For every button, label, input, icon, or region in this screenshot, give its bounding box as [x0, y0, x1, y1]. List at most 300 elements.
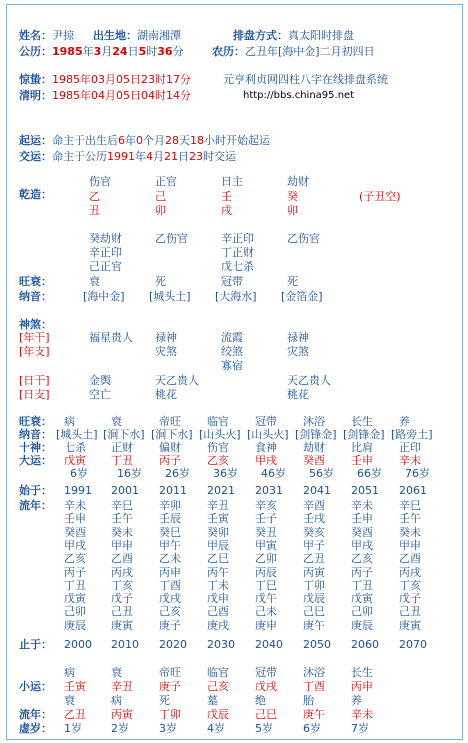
dayun-nayin-value: 剑锋金	[299, 428, 333, 441]
wangshuai-value: 死	[155, 275, 166, 288]
dayun-pillar-row-cell: 丁丑	[111, 454, 133, 467]
dayun-end-row-cell: 2060	[351, 638, 379, 651]
dayun-liunian-row-6-cell: 丁酉	[159, 578, 181, 592]
hidden-stem: 癸劫财	[89, 232, 122, 245]
dayun-nayin-label: 纳音：	[19, 428, 52, 441]
qingming-label: 清明：	[19, 89, 52, 102]
dayun-age-row-cell: 66岁	[357, 467, 382, 480]
pillar-god: 日主	[221, 175, 243, 188]
shensha-item: 禄神	[287, 331, 309, 344]
dayun-start-row-cell: 2031	[255, 484, 283, 497]
dayun-liunian-row-1-cell: 壬午	[111, 512, 133, 526]
dayun-liunian-row-0-label: 流年：	[19, 499, 52, 512]
xiaoyun-liunian-row	[7, 708, 462, 721]
dayun-liunian-row-4	[7, 552, 462, 565]
method-row	[233, 29, 354, 42]
xiaoyun-wangshuai-top-row-cell: 衰	[111, 666, 122, 679]
dayun-end-row-cell: 2040	[255, 638, 283, 651]
nayin-label: 纳音：	[19, 290, 52, 303]
shensha-item: 禄神	[155, 331, 177, 344]
dayun-nayin-cell: [涧下水]	[103, 428, 145, 441]
qiyun-text: 年	[125, 134, 136, 147]
xiaoyun-xusui-row-cell: 7岁	[351, 722, 369, 735]
jingzhe-value: 1985年03月05日23时17分	[52, 73, 191, 86]
dayun-liunian-row-0-cell: 辛亥	[255, 499, 277, 512]
dayun-liunian-row-0-cell: 辛卯	[159, 499, 181, 512]
dayun-wangshuai-row-cell: 临官	[207, 415, 229, 428]
qiyun-hours: 18	[190, 134, 204, 147]
shensha-row-5	[7, 388, 462, 401]
dayun-liunian-row-1-cell: 壬戌	[303, 512, 325, 526]
jingzhe-label: 惊蛰：	[19, 73, 52, 86]
dayun-start-row-cell: 2021	[207, 484, 235, 497]
dayun-liunian-row-8-cell: 己酉	[207, 605, 229, 619]
dayun-liunian-row-0-cell: 辛巳	[399, 499, 421, 512]
dayun-liunian-row-3-cell: 甲子	[303, 538, 325, 552]
birthplace-row	[93, 29, 181, 42]
xiaoyun-xusui-row	[7, 722, 462, 735]
system-title: 元亨利贞网四柱八字在线排盘系统	[223, 73, 388, 86]
name-value: 尹掠	[52, 29, 74, 42]
dayun-liunian-row-4-cell: 乙丑	[303, 552, 325, 566]
dayun-liunian-row-5-cell: 丙戌	[111, 565, 133, 579]
xiaoyun-liunian-row-cell: 己巳	[255, 708, 277, 721]
dayun-liunian-row-2-cell: 癸巳	[159, 525, 181, 539]
site-url-link[interactable]: http://bbs.china95.net	[243, 90, 355, 101]
dayun-age-row-cell: 6岁	[70, 467, 88, 480]
earthly-branch: 卯	[287, 204, 298, 217]
dayun-age-row-cell: 76岁	[405, 467, 430, 480]
shensha-row-1	[7, 331, 462, 344]
dayun-liunian-row-1-cell: 壬辰	[159, 512, 181, 526]
dayun-nayin-cell: [剑锋金]	[343, 428, 385, 441]
qiyun-months: 0	[136, 134, 143, 147]
shensha-item: 灾煞	[155, 345, 177, 358]
dayun-liunian-row-8-cell: 己丑	[399, 605, 421, 619]
dayun-shishen-row-label: 十神：	[19, 441, 52, 454]
dayun-liunian-row-9-cell: 庚申	[255, 618, 277, 632]
bazi-chart-panel	[6, 4, 463, 740]
dayun-nayin-cell: [剑锋金]	[295, 428, 337, 441]
dayun-wangshuai-row-cell: 长生	[351, 415, 373, 428]
hidden-stem: 丁正财	[221, 246, 254, 259]
dayun-liunian-row-2-cell: 癸未	[111, 525, 133, 539]
solar-hour: 5	[138, 45, 147, 58]
dayun-end-row-cell: 2070	[399, 638, 427, 651]
dayun-liunian-row-6-cell: 丁未	[207, 578, 229, 592]
dayun-liunian-row-5-cell: 丙辰	[255, 565, 277, 579]
wangshuai-value: 冠带	[221, 275, 243, 288]
dayun-nayin-value: 剑锋金	[347, 428, 381, 441]
dayun-nayin-value: 涧下水	[155, 428, 189, 441]
wangshuai-value: 衰	[89, 275, 100, 288]
xiaoyun-pillar-row	[7, 680, 462, 693]
dayun-liunian-row-3-cell: 甲申	[111, 538, 133, 552]
solar-month: 3	[93, 45, 102, 58]
hidden-stems-row-2	[7, 246, 462, 259]
solar-day-unit: 日	[127, 45, 139, 58]
dayun-pillar-row-cell: 戊寅	[64, 454, 86, 467]
xiaoyun-pillar-row-cell: 壬寅	[64, 680, 86, 693]
dayun-shishen-row-cell: 正印	[399, 441, 421, 454]
dayun-liunian-row-4-cell: 乙巳	[207, 552, 229, 566]
dayun-nayin-cell: [涧下水]	[151, 428, 193, 441]
dayun-liunian-row-3	[7, 539, 462, 552]
heavenly-stem: 壬	[221, 190, 232, 203]
dayun-shishen-row-cell: 劫财	[303, 441, 325, 454]
dayun-liunian-row-4-cell: 乙酉	[399, 552, 421, 566]
qiyun-text: 小时开始起运	[204, 134, 270, 147]
dayun-pillar-row-cell: 乙亥	[207, 454, 229, 467]
dayun-wangshuai-row-cell: 帝旺	[159, 415, 181, 428]
solar-year-unit: 年	[82, 45, 94, 58]
dayun-liunian-row-9-cell: 庚辰	[64, 618, 86, 632]
dayun-liunian-row-7-cell: 戊午	[255, 592, 277, 606]
hidden-stem: 己正官	[89, 260, 122, 273]
xiaoyun-wangshuai-top-row-cell: 沐浴	[303, 666, 325, 679]
jiaoyun-text: 时交运	[203, 150, 236, 163]
jiaoyun-text: 日	[178, 150, 189, 163]
dayun-start-row-cell: 2041	[303, 484, 331, 497]
heavenly-stem: 己	[155, 190, 166, 203]
dayun-start-row	[7, 484, 462, 497]
xiaoyun-xusui-row-cell: 5岁	[255, 722, 273, 735]
dayun-liunian-row-7-cell: 戊戌	[159, 592, 181, 606]
dayun-liunian-row-9-cell: 庚寅	[111, 618, 133, 632]
dayun-liunian-row-9-cell: 庚辰	[351, 618, 373, 632]
xiaoyun-wangshuai-top-row-cell: 长生	[351, 666, 373, 679]
dayun-liunian-row-5-cell: 丙午	[207, 565, 229, 579]
dayun-end-row-cell: 2030	[207, 638, 235, 651]
shensha-row-3	[7, 359, 462, 372]
dayun-liunian-row-2	[7, 526, 462, 539]
dayun-liunian-row-4-cell: 乙亥	[64, 552, 86, 566]
shensha-item: 灾煞	[287, 345, 309, 358]
lunar-label: 农历：	[212, 45, 245, 58]
dayun-start-row-cell: 2011	[159, 484, 187, 497]
jiaoyun-label: 交运：	[19, 150, 52, 163]
dayun-liunian-row-3-cell: 甲申	[399, 538, 421, 552]
dayun-end-row-cell: 2000	[64, 638, 92, 651]
dayun-end-row	[7, 638, 462, 651]
dayun-liunian-row-5-cell: 丙子	[64, 565, 86, 579]
dayun-pillar-row-cell: 壬申	[351, 454, 373, 467]
nayin-value: 海中金	[87, 290, 121, 303]
solar-day: 24	[112, 45, 128, 58]
nayin-value: 金箔金	[285, 290, 319, 303]
dayun-liunian-row-6-cell: 丁亥	[111, 578, 133, 592]
dayun-nayin-value: 涧下水	[107, 428, 141, 441]
qiyun-text: 命主于出生后	[52, 134, 118, 147]
dayun-nayin-value: 城头土	[60, 428, 94, 441]
qiyun-text: 个月	[143, 134, 165, 147]
earthly-branch: 卯	[155, 204, 166, 217]
xiaoyun-xusui-row-label: 虚岁：	[19, 722, 52, 735]
dayun-wangshuai-row-cell: 衰	[111, 415, 122, 428]
earthly-branch: 戌	[221, 204, 232, 217]
dayun-wangshuai-row-cell: 沐浴	[303, 415, 325, 428]
dayun-liunian-row-1-cell: 壬子	[255, 512, 277, 526]
xiaoyun-pillar-row-cell: 戊戌	[255, 680, 277, 693]
dayun-start-row-cell: 1991	[64, 484, 92, 497]
method-label: 排盘方式：	[233, 29, 288, 42]
dayun-liunian-row-0-cell: 辛未	[64, 499, 86, 512]
dayun-liunian-row-1-cell: 壬申	[351, 512, 373, 526]
dayun-liunian-row-7-cell: 戊寅	[64, 592, 86, 606]
method-value: 真太阳时排盘	[288, 29, 354, 42]
dayun-pillar-row-cell: 丙子	[159, 454, 181, 467]
jiaoyun-day: 21	[164, 150, 178, 163]
day-stem-label: [日干]	[19, 374, 50, 387]
solar-year: 1985	[52, 45, 83, 58]
dayun-wangshuai-row-cell: 病	[64, 415, 75, 428]
jiaoyun-text: 命主于公历	[52, 150, 107, 163]
nayin-value: 城头土	[153, 290, 187, 303]
dayun-nayin-value: 山头火	[203, 428, 237, 441]
dayun-liunian-row-4-cell: 乙亥	[351, 552, 373, 566]
xiaoyun-wangshuai-bottom-row-cell: 死	[159, 694, 170, 707]
xiaoyun-pillar-row-cell: 丙申	[351, 680, 373, 693]
year-stem-label: [年干]	[19, 331, 50, 344]
jiaoyun-year: 1991	[107, 150, 135, 163]
dayun-liunian-row-1-cell: 壬申	[64, 512, 86, 526]
lunar-value: 乙丑年[海中金]二月初四日	[245, 45, 375, 58]
dayun-liunian-row-7	[7, 592, 462, 605]
ten-gods-row	[7, 175, 462, 188]
kongwang-note: (子丑空)	[359, 190, 401, 203]
dayun-shishen-row-cell: 七杀	[64, 441, 86, 454]
shensha-item: 桃花	[155, 388, 177, 401]
dayun-liunian-row-9-cell: 庚戌	[207, 618, 229, 632]
dayun-liunian-row-5-cell: 丙寅	[303, 565, 325, 579]
chart-nayin-row: 纳音： [海中金] [城头土] [大海水] [金箔金]	[19, 290, 323, 303]
qiyun-row	[19, 134, 270, 147]
dayun-start-row-cell: 2001	[111, 484, 139, 497]
jiaoyun-text: 年	[135, 150, 146, 163]
solar-hour-unit: 时	[146, 45, 158, 58]
dayun-liunian-row-0-cell: 辛酉	[303, 499, 325, 512]
dayun-liunian-row-3-cell: 甲午	[159, 538, 181, 552]
xiaoyun-liunian-row-cell: 戊辰	[207, 708, 229, 721]
hidden-stems-row-3	[7, 260, 462, 273]
dayun-liunian-row-1	[7, 512, 462, 525]
dayun-shishen-row-cell: 比肩	[351, 441, 373, 454]
shensha-row-2	[7, 345, 462, 358]
hidden-stem: 乙伤官	[155, 232, 188, 245]
solar-minute-unit: 分	[172, 45, 184, 58]
dayun-age-row-cell: 56岁	[309, 467, 334, 480]
shensha-item: 桃花	[287, 388, 309, 401]
dayun-liunian-row-3-cell: 甲寅	[255, 538, 277, 552]
dayun-shishen-row-cell: 偏财	[159, 441, 181, 454]
heavenly-stem: 乙	[89, 190, 100, 203]
xiaoyun-pillar-row-cell: 丁酉	[303, 680, 325, 693]
dayun-liunian-row-8-cell: 己丑	[111, 605, 133, 619]
xiaoyun-wangshuai-bottom-row-cell: 墓	[207, 694, 218, 707]
dayun-liunian-row-4-cell: 乙未	[159, 552, 181, 566]
dayun-pillar-row-cell: 辛未	[399, 454, 421, 467]
shensha-title: 神煞：	[19, 318, 52, 331]
jiaoyun-month: 4	[146, 150, 153, 163]
xiaoyun-liunian-row-cell: 丙寅	[111, 708, 133, 721]
year-branch-label: [年支]	[19, 345, 50, 358]
dayun-age-row-cell: 36岁	[213, 467, 238, 480]
dayun-liunian-row-2-cell: 癸酉	[64, 525, 86, 539]
dayun-liunian-row-7-cell: 戊寅	[351, 592, 373, 606]
dayun-liunian-row-3-cell: 甲戌	[64, 538, 86, 552]
dayun-liunian-row-9	[7, 619, 462, 632]
xiaoyun-wangshuai-top-row-cell: 冠带	[255, 666, 277, 679]
xiaoyun-xusui-row-cell: 1岁	[64, 722, 82, 735]
dayun-liunian-row-6-cell: 丁丑	[64, 578, 86, 592]
shensha-item: 流霞	[221, 331, 243, 344]
xiaoyun-pillar-row-label: 小运：	[19, 680, 52, 693]
xiaoyun-wangshuai-bottom-row	[7, 694, 462, 707]
wangshuai-label: 旺衰：	[19, 275, 52, 288]
birthplace-label: 出生地：	[93, 29, 137, 42]
dayun-liunian-row-2-cell: 癸未	[399, 525, 421, 539]
dayun-liunian-row-9-cell: 庚子	[159, 618, 181, 632]
dayun-liunian-row-2-cell: 癸卯	[207, 525, 229, 539]
dayun-age-row-cell: 16岁	[117, 467, 142, 480]
dayun-nayin-value: 路旁土	[395, 428, 429, 441]
shensha-item: 天乙贵人	[287, 374, 331, 387]
dayun-liunian-row-6	[7, 579, 462, 592]
dayun-liunian-row-4-cell: 乙卯	[255, 552, 277, 566]
dayun-start-row-cell: 2051	[351, 484, 379, 497]
dayun-liunian-row-6-cell: 丁亥	[399, 578, 421, 592]
xiaoyun-liunian-row-cell: 乙丑	[64, 708, 86, 721]
dayun-liunian-row-7-cell: 戊子	[111, 592, 133, 606]
xiaoyun-wangshuai-bottom-row-cell: 病	[111, 694, 122, 707]
dayun-liunian-row-8-cell: 己卯	[351, 605, 373, 619]
jiaoyun-row	[19, 150, 236, 163]
lunar-date-row	[212, 45, 375, 58]
hidden-stem: 辛正印	[89, 246, 122, 259]
xiaoyun-liunian-row-cell: 辛未	[351, 708, 373, 721]
dayun-liunian-row-0-cell: 辛巳	[111, 499, 133, 512]
pillar-god: 正官	[155, 175, 177, 188]
qiyun-label: 起运：	[19, 134, 52, 147]
dayun-shishen-row-cell: 伤官	[207, 441, 229, 454]
nayin-value: 大海水	[219, 290, 253, 303]
dayun-liunian-row-8-cell: 己巳	[303, 605, 325, 619]
solar-month-unit: 月	[101, 45, 113, 58]
shensha-item: 福星贵人	[89, 331, 133, 344]
shensha-item: 空亡	[89, 388, 111, 401]
xiaoyun-wangshuai-top-row-cell: 帝旺	[159, 666, 181, 679]
xiaoyun-pillar-row-cell: 辛丑	[111, 680, 133, 693]
hidden-stem: 辛正印	[221, 232, 254, 245]
xiaoyun-xusui-row-cell: 2岁	[111, 722, 129, 735]
dayun-liunian-row-5	[7, 566, 462, 579]
xiaoyun-xusui-row-cell: 3岁	[159, 722, 177, 735]
dayun-wangshuai-row-cell: 养	[399, 415, 410, 428]
xiaoyun-wangshuai-top-row-cell: 病	[64, 666, 75, 679]
dayun-liunian-row-9-cell: 庚午	[303, 618, 325, 632]
jiaoyun-text: 月	[153, 150, 164, 163]
xiaoyun-wangshuai-bottom-row-cell: 胎	[303, 694, 314, 707]
dayun-liunian-row-3-cell: 甲辰	[207, 538, 229, 552]
dayun-wangshuai-row-cell: 冠带	[255, 415, 277, 428]
hidden-stems-row-1	[7, 232, 462, 245]
dayun-liunian-row-6-cell: 丁卯	[303, 578, 325, 592]
heavenly-stems-row	[7, 190, 462, 203]
earthly-branch: 丑	[89, 204, 100, 217]
dayun-age-row	[7, 467, 462, 480]
qiyun-days: 28	[165, 134, 179, 147]
xiaoyun-wangshuai-top-row	[7, 666, 462, 679]
dayun-end-row-cell: 2010	[111, 638, 139, 651]
xiaoyun-pillar-row-cell: 庚子	[159, 680, 181, 693]
solar-label: 公历：	[19, 45, 52, 58]
dayun-wangshuai-row-label: 旺衰：	[19, 415, 52, 428]
shensha-item: 绞煞	[221, 345, 243, 358]
xiaoyun-pillar-row-cell: 己亥	[207, 680, 229, 693]
dayun-end-row-label: 止于：	[19, 638, 52, 651]
dayun-liunian-row-8-cell: 己亥	[159, 605, 181, 619]
xiaoyun-liunian-row-cell: 丁卯	[159, 708, 181, 721]
wangshuai-value: 死	[287, 275, 298, 288]
earthly-branches-row	[7, 204, 462, 217]
dayun-liunian-row-8	[7, 605, 462, 618]
dayun-shishen-row-cell: 食神	[255, 441, 277, 454]
xiaoyun-wangshuai-top-row-cell: 临官	[207, 666, 229, 679]
hidden-stem: 乙伤官	[287, 232, 320, 245]
dayun-liunian-row-2-cell: 癸亥	[303, 525, 325, 539]
dayun-liunian-row-7-cell: 戊子	[399, 592, 421, 606]
jingzhe-row	[19, 73, 191, 86]
qingming-row	[19, 89, 191, 102]
dayun-liunian-row-7-cell: 戊申	[207, 592, 229, 606]
shensha-item: 金舆	[89, 374, 111, 387]
dayun-shishen-row	[7, 441, 462, 454]
dayun-liunian-row-7-cell: 戊辰	[303, 592, 325, 606]
shensha-item: 寡宿	[221, 359, 243, 372]
dayun-liunian-row-2-cell: 癸丑	[255, 525, 277, 539]
pillar-god: 劫财	[287, 175, 309, 188]
heavenly-stem: 癸	[287, 190, 298, 203]
qiyun-years: 6	[118, 134, 125, 147]
dayun-wangshuai-row	[7, 415, 462, 428]
dayun-liunian-row-8-cell: 己卯	[64, 605, 86, 619]
qianzao-label: 乾造：	[19, 188, 52, 201]
pillar-god: 伤官	[89, 175, 111, 188]
dayun-liunian-row-5-cell: 丙子	[351, 565, 373, 579]
dayun-nayin-cell: [山头火]	[199, 428, 241, 441]
dayun-liunian-row-0-cell: 辛未	[351, 499, 373, 512]
xiaoyun-xusui-row-cell: 4岁	[207, 722, 225, 735]
dayun-pillar-row	[7, 454, 462, 467]
dayun-liunian-row-8-cell: 己未	[255, 605, 277, 619]
dayun-liunian-row-5-cell: 丙戌	[399, 565, 421, 579]
dayun-start-row-cell: 2061	[399, 484, 427, 497]
name-label: 姓名：	[19, 29, 52, 42]
birthplace-value: 湖南湘潭	[137, 29, 181, 42]
dayun-liunian-row-3-cell: 甲戌	[351, 538, 373, 552]
dayun-liunian-row-0-cell: 辛丑	[207, 499, 229, 512]
jiaoyun-hour: 23	[189, 150, 203, 163]
solar-minute: 36	[157, 45, 173, 58]
dayun-age-row-cell: 26岁	[165, 467, 190, 480]
dayun-liunian-row-1-cell: 壬寅	[207, 512, 229, 526]
dayun-end-row-cell: 2050	[303, 638, 331, 651]
dayun-nayin-cell: [城头土]	[56, 428, 98, 441]
dayun-pillar-row-cell: 甲戌	[255, 454, 277, 467]
dayun-start-row-label: 始于：	[19, 484, 52, 497]
xiaoyun-wangshuai-bottom-row-cell: 养	[351, 694, 362, 707]
xiaoyun-wangshuai-bottom-row-cell: 衰	[64, 694, 75, 707]
